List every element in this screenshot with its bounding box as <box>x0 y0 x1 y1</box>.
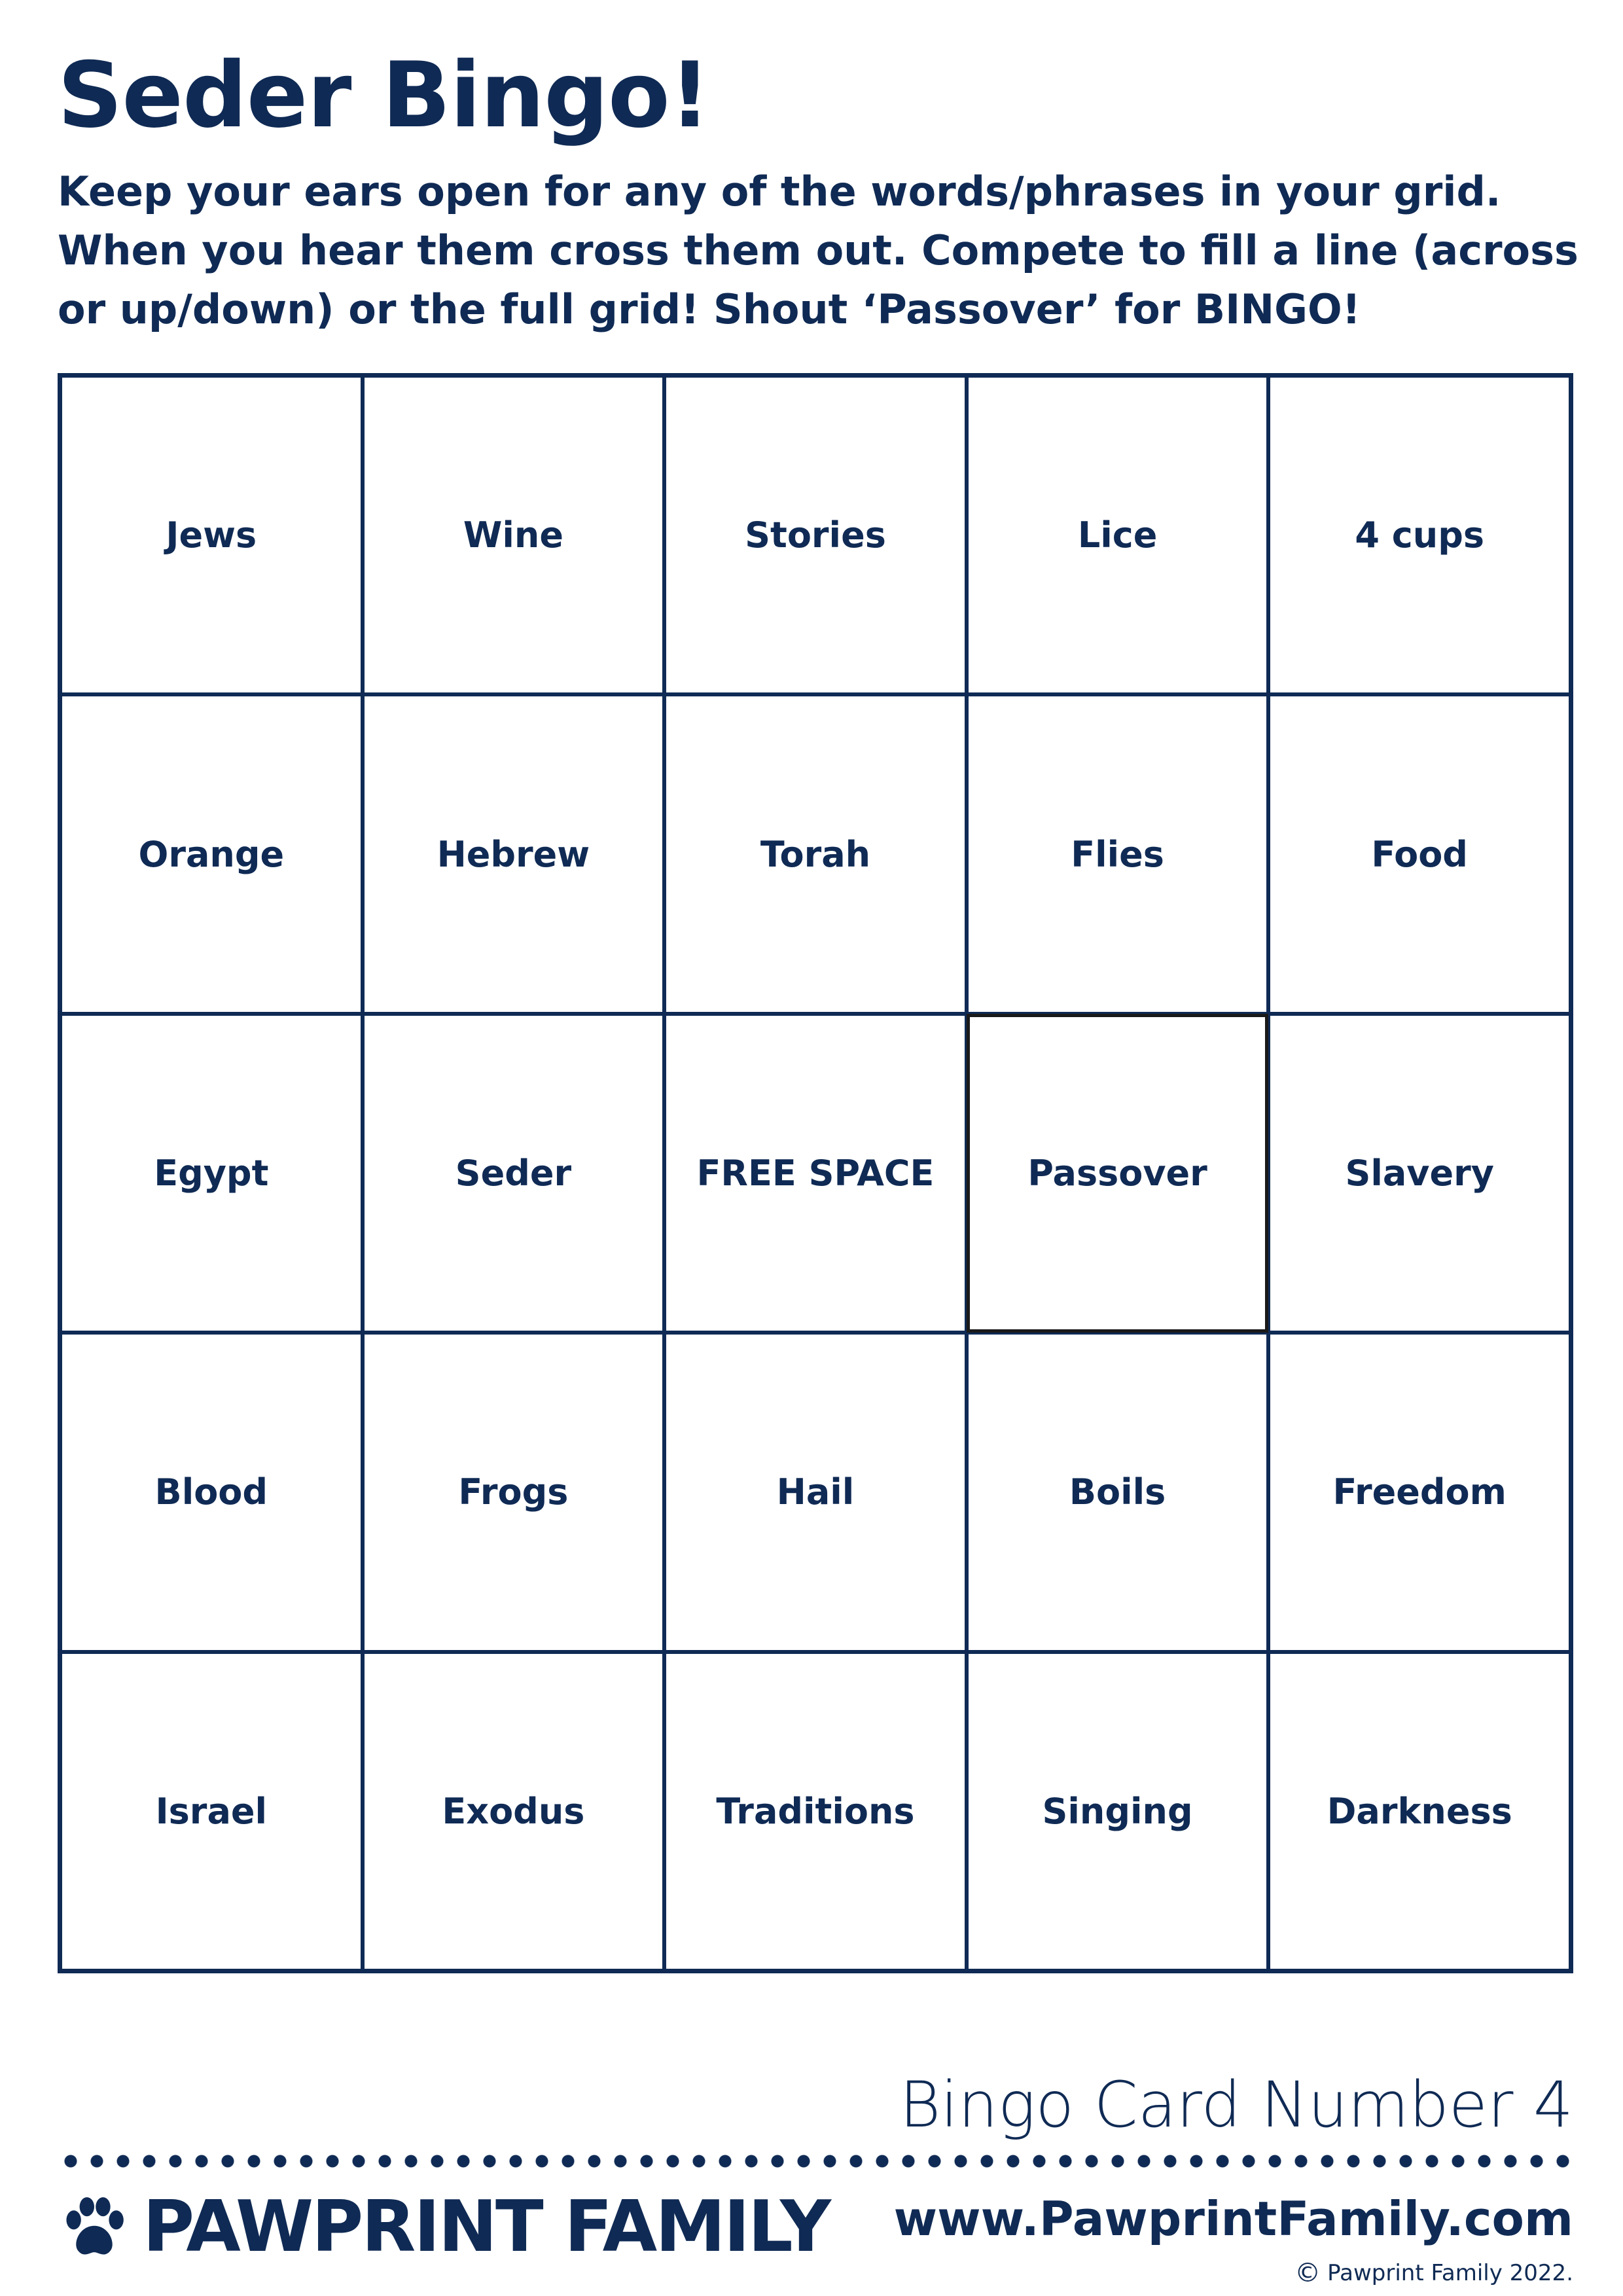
bingo-cell[interactable]: Hebrew <box>363 694 665 1013</box>
bingo-cell[interactable]: Jews <box>60 376 363 694</box>
bingo-cell[interactable]: Frogs <box>363 1333 665 1651</box>
copyright-notice <box>1294 2258 1573 2288</box>
bingo-cell[interactable]: Exodus <box>363 1652 665 1971</box>
instructions: Keep your ears open for any of the words/phrases in your grid. When you hear them cross them out. Compete to fill a line (across or up/down) or the full grid! Shout ‘Passover’ for BINGO! <box>58 168 1578 333</box>
bingo-cell[interactable]: Darkness <box>1268 1652 1571 1971</box>
bingo-cell[interactable]: Egypt <box>60 1014 363 1333</box>
website-url[interactable]: www.PawprintFamily.com <box>893 2191 1573 2246</box>
bingo-cell[interactable]: Freedom <box>1268 1333 1571 1651</box>
bingo-cell[interactable]: Slavery <box>1268 1014 1571 1333</box>
bingo-cell[interactable]: Food <box>1268 694 1571 1013</box>
bingo-cell[interactable]: Flies <box>967 694 1269 1013</box>
paw-print-icon <box>58 2191 131 2264</box>
bingo-cell[interactable]: Torah <box>664 694 967 1013</box>
card-number: Bingo Card Number 4 <box>899 2068 1573 2142</box>
bingo-cell[interactable]: Lice <box>967 376 1269 694</box>
bingo-cell-selected[interactable]: Passover <box>967 1014 1269 1333</box>
bingo-cell[interactable]: Israel <box>60 1652 363 1971</box>
bingo-cell[interactable]: Hail <box>664 1333 967 1651</box>
bingo-cell[interactable]: Wine <box>363 376 665 694</box>
page-title: Seder Bingo! <box>58 43 710 148</box>
bingo-cell[interactable]: Blood <box>60 1333 363 1651</box>
free-space-cell[interactable]: FREE SPACE <box>664 1014 967 1333</box>
copyright-symbol: © <box>1294 2258 1321 2288</box>
brand-logo <box>58 2186 829 2268</box>
bingo-cell[interactable]: Singing <box>967 1652 1269 1971</box>
bingo-cell[interactable]: Orange <box>60 694 363 1013</box>
bingo-cell[interactable]: Seder <box>363 1014 665 1333</box>
bingo-cell[interactable]: Traditions <box>664 1652 967 1971</box>
brand-name: PAWPRINT FAMILY <box>143 2186 830 2268</box>
copyright-text: Pawprint Family 2022. <box>1327 2260 1573 2286</box>
bingo-cell[interactable]: Stories <box>664 376 967 694</box>
dotted-divider <box>58 2153 1573 2169</box>
bingo-cell[interactable]: 4 cups <box>1268 376 1571 694</box>
bingo-cell[interactable]: Boils <box>967 1333 1269 1651</box>
bingo-grid <box>58 373 1573 1973</box>
